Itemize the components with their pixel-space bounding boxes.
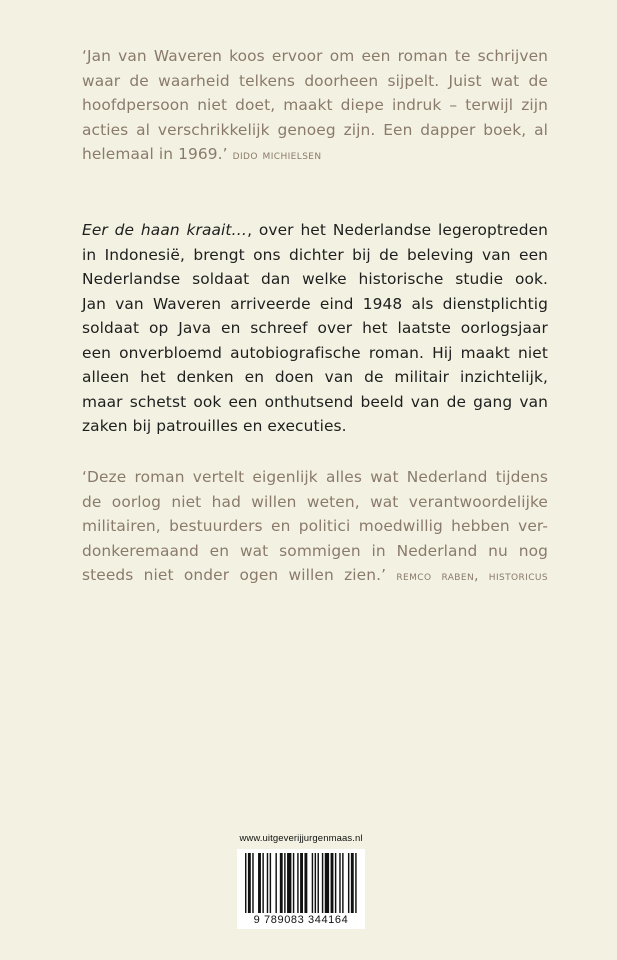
barcode-bar xyxy=(312,853,313,913)
barcode-bar xyxy=(348,853,349,913)
barcode-bar xyxy=(267,853,268,913)
barcode-bar xyxy=(280,853,283,913)
barcode-bar xyxy=(335,853,336,913)
book-description xyxy=(82,218,548,439)
quote-line: de oorlog niet had willen weten, wat verantwoordelijke xyxy=(82,492,548,511)
description-line-rest: , over het Nederlandse legeroptreden xyxy=(247,221,548,239)
quote-text-end: steeds niet onder ogen willen zien.’ xyxy=(82,566,387,584)
description-line: Jan van Waveren arriveerde eind 1948 als dienstplichtig xyxy=(82,294,548,313)
barcode-bar xyxy=(300,853,303,913)
barcode-bar xyxy=(258,853,261,913)
quote-line: acties al verschrikkelijk genoeg zijn. Een dapper boek, al xyxy=(82,120,548,139)
quote-line: ‘Deze roman vertelt eigenlijk alles wat Nederland tijdens xyxy=(82,468,548,486)
barcode-bar xyxy=(342,853,343,913)
quote-line: militairen, bestuurders en politici moedwillig hebben ver- xyxy=(82,517,548,535)
barcode-bar xyxy=(284,853,285,913)
barcode-bar xyxy=(270,853,271,913)
description-line: in Indonesië, brengt ons dichter bij de beleving van een xyxy=(82,245,548,264)
barcode-bar xyxy=(318,853,319,913)
description-line: Nederlandse soldaat dan welke historische studie ook. xyxy=(82,270,548,288)
quote-line: hoofdpersoon niet doet, maakt diepe indruk – terwijl zijn xyxy=(82,96,548,114)
book-title: Eer de haan kraait… xyxy=(82,221,248,239)
barcode-bar xyxy=(325,853,329,913)
barcode-bar xyxy=(315,853,316,913)
barcode-bar xyxy=(351,853,354,913)
barcode-bar xyxy=(245,853,246,913)
isbn-barcode xyxy=(237,849,365,929)
description-line-last: zaken bij patrouilles en executies. xyxy=(82,417,347,435)
closing-quote xyxy=(82,465,548,589)
publisher-url: www.uitgeverijjurgenmaas.nl xyxy=(239,833,363,844)
quote-line: donkeremaand en wat sommigen in Nederland nu nog xyxy=(82,541,548,560)
barcode-bar xyxy=(331,853,334,913)
barcode-bar xyxy=(275,853,276,913)
barcode-bar xyxy=(287,853,291,913)
quote-line: ‘Jan van Waveren koos ervoor om een roman te schrijven xyxy=(82,47,548,65)
opening-quote xyxy=(82,44,548,168)
quote-line-last xyxy=(82,563,548,589)
barcode-bar xyxy=(322,853,323,913)
barcode-bar xyxy=(355,853,356,913)
description-line: soldaat op Java en schreef over het laatste oorlogsjaar xyxy=(82,319,548,337)
barcode-bar xyxy=(293,853,294,913)
barcode-bar xyxy=(297,853,298,913)
description-line: alleen het denken en doen van de militair inzichtelijk, xyxy=(82,368,548,386)
barcode-area xyxy=(237,833,365,929)
barcode-bar xyxy=(262,853,263,913)
description-line xyxy=(82,218,548,243)
description-line: een onverbloemd autobiografische roman. Hij maakt niet xyxy=(82,343,548,362)
quote-attribution: dido michielsen xyxy=(232,147,322,163)
quote-attribution: remco raben, historicus xyxy=(396,568,549,584)
quote-line-last xyxy=(82,142,548,168)
barcode-bar xyxy=(248,853,251,913)
description-line: maar schetst ook een onthutsend beeld van de gang van xyxy=(82,392,548,411)
barcode-bar xyxy=(304,853,307,913)
quote-text-end: helemaal in 1969.’ xyxy=(82,145,228,163)
quote-line: waar de waarheid telkens doorheen sijpelt. Juist wat de xyxy=(82,71,548,90)
barcode-bar xyxy=(339,853,340,913)
isbn-number: 9 789083 344164 xyxy=(253,914,349,926)
barcode-bar xyxy=(252,853,253,913)
